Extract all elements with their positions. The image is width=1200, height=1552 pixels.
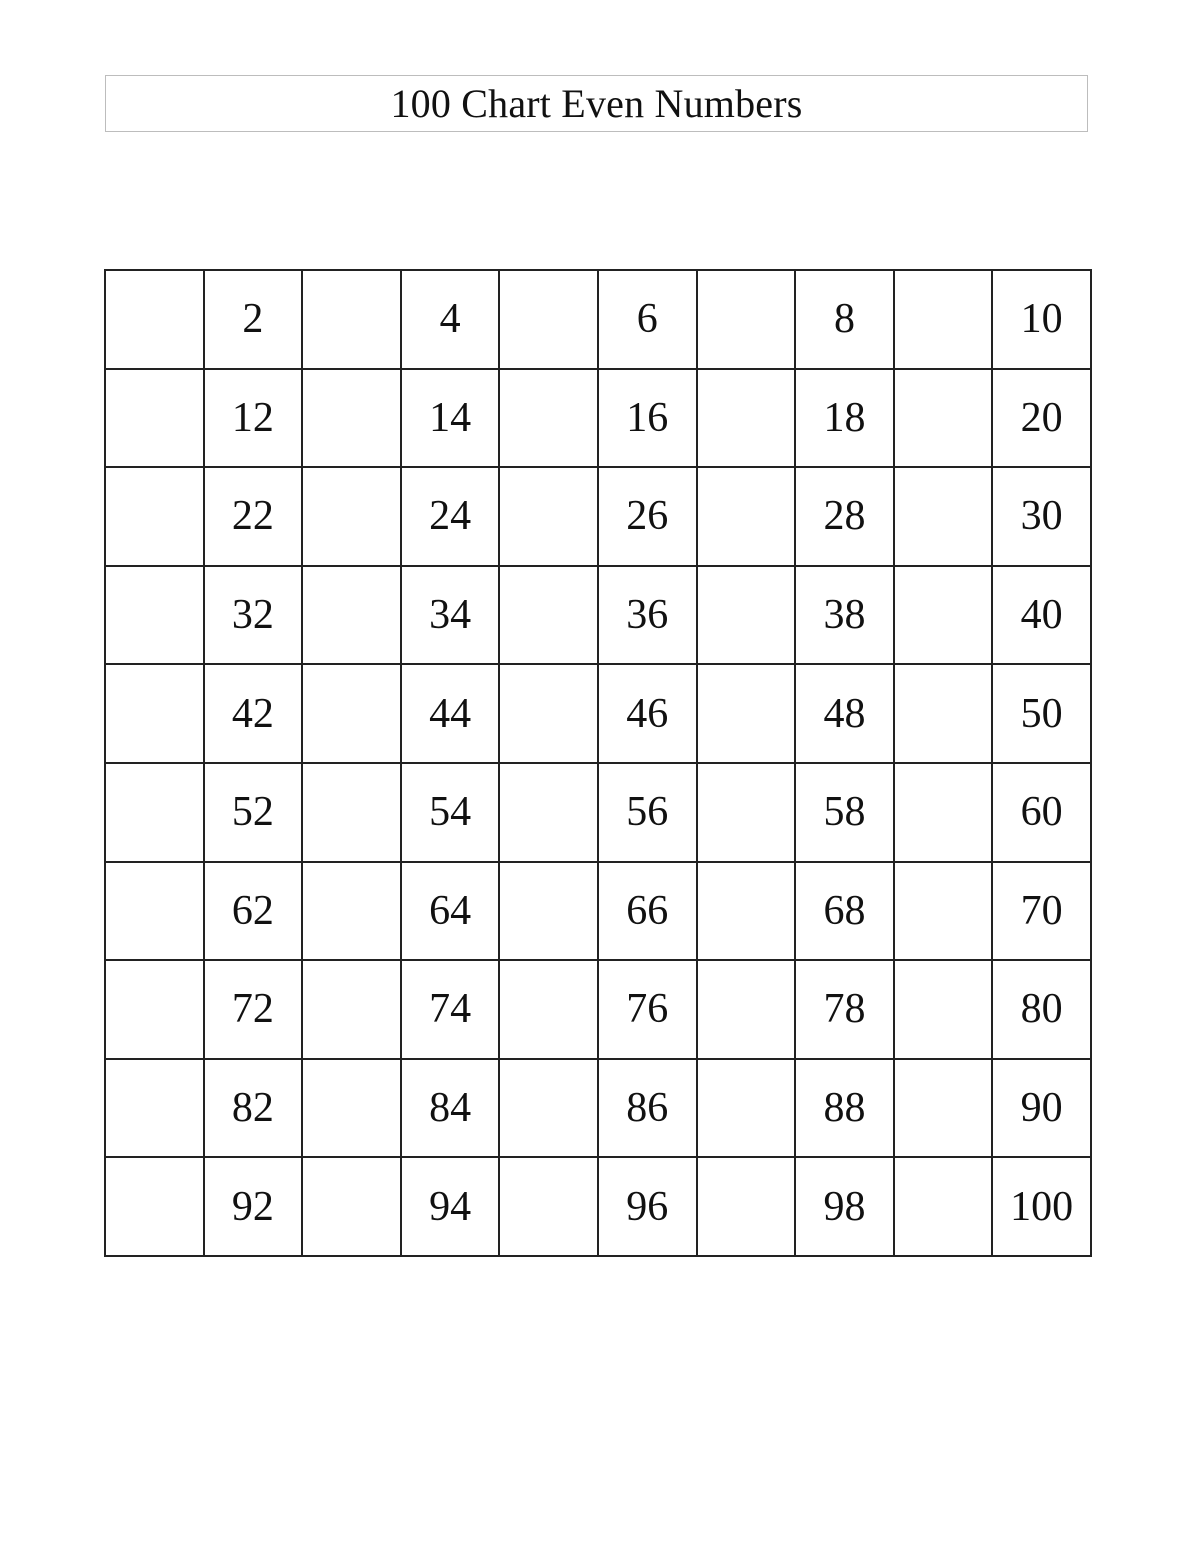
blank-cell	[894, 467, 993, 566]
grid-row	[105, 270, 1091, 369]
grid-row	[105, 1157, 1091, 1256]
number-cell: 64	[401, 862, 500, 961]
blank-cell	[302, 664, 401, 763]
blank-cell	[697, 369, 796, 468]
blank-cell	[894, 369, 993, 468]
blank-cell	[302, 369, 401, 468]
number-cell: 50	[992, 664, 1091, 763]
number-cell: 10	[992, 270, 1091, 369]
number-cell: 26	[598, 467, 697, 566]
number-cell: 22	[204, 467, 303, 566]
blank-cell	[302, 270, 401, 369]
number-cell: 54	[401, 763, 500, 862]
number-cell: 52	[204, 763, 303, 862]
number-cell: 24	[401, 467, 500, 566]
number-cell: 100	[992, 1157, 1091, 1256]
grid-row	[105, 369, 1091, 468]
number-cell: 42	[204, 664, 303, 763]
number-cell: 82	[204, 1059, 303, 1158]
blank-cell	[894, 960, 993, 1059]
number-cell: 76	[598, 960, 697, 1059]
grid-row	[105, 664, 1091, 763]
blank-cell	[894, 1059, 993, 1158]
number-cell: 98	[795, 1157, 894, 1256]
number-cell: 4	[401, 270, 500, 369]
blank-cell	[499, 1059, 598, 1158]
blank-cell	[499, 467, 598, 566]
number-cell: 32	[204, 566, 303, 665]
number-cell: 96	[598, 1157, 697, 1256]
blank-cell	[105, 960, 204, 1059]
number-cell: 72	[204, 960, 303, 1059]
blank-cell	[697, 467, 796, 566]
hundred-chart-grid	[104, 269, 1092, 1257]
blank-cell	[894, 270, 993, 369]
number-cell: 20	[992, 369, 1091, 468]
blank-cell	[499, 862, 598, 961]
blank-cell	[499, 664, 598, 763]
blank-cell	[697, 664, 796, 763]
blank-cell	[302, 1059, 401, 1158]
number-cell: 14	[401, 369, 500, 468]
number-cell: 28	[795, 467, 894, 566]
number-cell: 40	[992, 566, 1091, 665]
blank-cell	[105, 270, 204, 369]
number-cell: 60	[992, 763, 1091, 862]
blank-cell	[499, 763, 598, 862]
blank-cell	[302, 862, 401, 961]
number-cell: 38	[795, 566, 894, 665]
number-cell: 56	[598, 763, 697, 862]
blank-cell	[105, 763, 204, 862]
number-cell: 18	[795, 369, 894, 468]
number-cell: 70	[992, 862, 1091, 961]
blank-cell	[499, 960, 598, 1059]
number-cell: 84	[401, 1059, 500, 1158]
blank-cell	[697, 566, 796, 665]
number-cell: 80	[992, 960, 1091, 1059]
number-cell: 58	[795, 763, 894, 862]
blank-cell	[894, 1157, 993, 1256]
number-cell: 34	[401, 566, 500, 665]
title-box	[105, 75, 1088, 132]
blank-cell	[105, 1157, 204, 1256]
number-cell: 66	[598, 862, 697, 961]
number-cell: 2	[204, 270, 303, 369]
blank-cell	[105, 862, 204, 961]
blank-cell	[302, 467, 401, 566]
blank-cell	[697, 763, 796, 862]
blank-cell	[894, 862, 993, 961]
number-cell: 88	[795, 1059, 894, 1158]
number-cell: 12	[204, 369, 303, 468]
blank-cell	[105, 467, 204, 566]
number-cell: 8	[795, 270, 894, 369]
blank-cell	[302, 566, 401, 665]
number-cell: 48	[795, 664, 894, 763]
blank-cell	[697, 270, 796, 369]
blank-cell	[105, 664, 204, 763]
grid-row	[105, 862, 1091, 961]
number-cell: 78	[795, 960, 894, 1059]
number-cell: 94	[401, 1157, 500, 1256]
grid-row	[105, 1059, 1091, 1158]
blank-cell	[894, 664, 993, 763]
number-cell: 74	[401, 960, 500, 1059]
blank-cell	[499, 369, 598, 468]
blank-cell	[302, 763, 401, 862]
number-cell: 46	[598, 664, 697, 763]
number-cell: 68	[795, 862, 894, 961]
grid-row	[105, 960, 1091, 1059]
blank-cell	[697, 960, 796, 1059]
page-title: 100 Chart Even Numbers	[390, 80, 803, 126]
number-cell: 90	[992, 1059, 1091, 1158]
blank-cell	[105, 1059, 204, 1158]
blank-cell	[499, 566, 598, 665]
grid-row	[105, 467, 1091, 566]
blank-cell	[894, 566, 993, 665]
blank-cell	[499, 1157, 598, 1256]
blank-cell	[697, 862, 796, 961]
blank-cell	[105, 566, 204, 665]
number-cell: 16	[598, 369, 697, 468]
blank-cell	[105, 369, 204, 468]
grid-body	[105, 270, 1091, 1256]
number-cell: 92	[204, 1157, 303, 1256]
blank-cell	[894, 763, 993, 862]
blank-cell	[302, 960, 401, 1059]
grid-row	[105, 566, 1091, 665]
number-cell: 6	[598, 270, 697, 369]
number-cell: 36	[598, 566, 697, 665]
number-cell: 30	[992, 467, 1091, 566]
blank-cell	[697, 1059, 796, 1158]
number-cell: 44	[401, 664, 500, 763]
grid-row	[105, 763, 1091, 862]
number-cell: 86	[598, 1059, 697, 1158]
blank-cell	[499, 270, 598, 369]
number-cell: 62	[204, 862, 303, 961]
blank-cell	[302, 1157, 401, 1256]
blank-cell	[697, 1157, 796, 1256]
